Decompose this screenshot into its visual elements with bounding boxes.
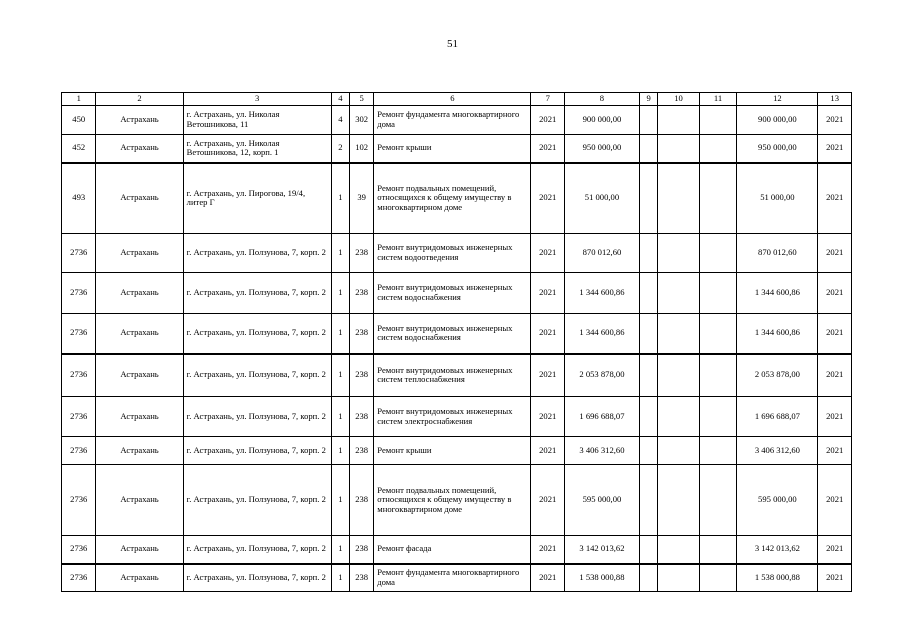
year-cell: 2021 <box>531 437 564 465</box>
settlement-cell: Астрахань <box>96 536 183 564</box>
col-10-cell <box>658 106 700 135</box>
row-number-cell: 452 <box>62 135 96 163</box>
table-row <box>62 564 852 592</box>
work-type-cell: Ремонт фасада <box>374 536 531 564</box>
total-cost-cell: 595 000,00 <box>564 465 639 536</box>
column-header: 13 <box>818 93 852 106</box>
floors-cell: 1 <box>331 234 349 273</box>
address-cell: г. Астрахань, ул. Ползунова, 7, корп. 2 <box>183 437 331 465</box>
apartment-count-cell: 238 <box>349 314 373 354</box>
work-type-cell: Ремонт фундамента многоквартирного дома <box>374 106 531 135</box>
settlement-cell: Астрахань <box>96 273 183 314</box>
col-11-cell <box>699 354 737 397</box>
fund-cost-cell: 1 696 688,07 <box>737 397 818 437</box>
col-10-cell <box>658 273 700 314</box>
apartment-count-cell: 238 <box>349 234 373 273</box>
total-cost-cell: 870 012,60 <box>564 234 639 273</box>
col-9-cell <box>639 354 657 397</box>
floors-cell: 1 <box>331 397 349 437</box>
col-10-cell <box>658 234 700 273</box>
total-cost-cell: 1 344 600,86 <box>564 314 639 354</box>
col-11-cell <box>699 397 737 437</box>
settlement-cell: Астрахань <box>96 234 183 273</box>
table-row <box>62 397 852 437</box>
work-type-cell: Ремонт подвальных помещений, относящихся к общему имуществу в многоквартирном доме <box>374 465 531 536</box>
floors-cell: 1 <box>331 465 349 536</box>
col-10-cell <box>658 135 700 163</box>
apartment-count-cell: 238 <box>349 437 373 465</box>
col-11-cell <box>699 564 737 592</box>
col-9-cell <box>639 135 657 163</box>
year-cell: 2021 <box>531 536 564 564</box>
floors-cell: 4 <box>331 106 349 135</box>
table-row <box>62 234 852 273</box>
row-number-cell: 2736 <box>62 536 96 564</box>
col-9-cell <box>639 106 657 135</box>
col-10-cell <box>658 163 700 234</box>
fund-cost-cell: 1 344 600,86 <box>737 314 818 354</box>
year-cell: 2021 <box>531 234 564 273</box>
year-cell: 2021 <box>531 564 564 592</box>
col-9-cell <box>639 273 657 314</box>
column-header: 10 <box>658 93 700 106</box>
floors-cell: 1 <box>331 536 349 564</box>
settlement-cell: Астрахань <box>96 106 183 135</box>
apartment-count-cell: 302 <box>349 106 373 135</box>
completion-year-cell: 2021 <box>818 314 852 354</box>
col-10-cell <box>658 465 700 536</box>
fund-cost-cell: 595 000,00 <box>737 465 818 536</box>
address-cell: г. Астрахань, ул. Ползунова, 7, корп. 2 <box>183 536 331 564</box>
address-cell: г. Астрахань, ул. Ползунова, 7, корп. 2 <box>183 234 331 273</box>
row-number-cell: 2736 <box>62 354 96 397</box>
col-9-cell <box>639 397 657 437</box>
work-type-cell: Ремонт крыши <box>374 437 531 465</box>
column-header: 4 <box>331 93 349 106</box>
table-row <box>62 106 852 135</box>
apartment-count-cell: 102 <box>349 135 373 163</box>
fund-cost-cell: 3 142 013,62 <box>737 536 818 564</box>
address-cell: г. Астрахань, ул. Николая Ветошникова, 12, корп. 1 <box>183 135 331 163</box>
column-header: 5 <box>349 93 373 106</box>
table-row <box>62 536 852 564</box>
settlement-cell: Астрахань <box>96 437 183 465</box>
year-cell: 2021 <box>531 106 564 135</box>
floors-cell: 1 <box>331 163 349 234</box>
total-cost-cell: 900 000,00 <box>564 106 639 135</box>
column-header: 11 <box>699 93 737 106</box>
fund-cost-cell: 51 000,00 <box>737 163 818 234</box>
col-9-cell <box>639 437 657 465</box>
col-11-cell <box>699 273 737 314</box>
total-cost-cell: 1 344 600,86 <box>564 273 639 314</box>
col-10-cell <box>658 397 700 437</box>
page-number: 51 <box>447 38 458 50</box>
col-11-cell <box>699 163 737 234</box>
row-number-cell: 493 <box>62 163 96 234</box>
column-number-row <box>62 93 852 106</box>
year-cell: 2021 <box>531 465 564 536</box>
completion-year-cell: 2021 <box>818 273 852 314</box>
col-10-cell <box>658 536 700 564</box>
col-10-cell <box>658 437 700 465</box>
apartment-count-cell: 238 <box>349 465 373 536</box>
floors-cell: 1 <box>331 437 349 465</box>
apartment-count-cell: 238 <box>349 536 373 564</box>
row-number-cell: 2736 <box>62 314 96 354</box>
settlement-cell: Астрахань <box>96 564 183 592</box>
table-row <box>62 135 852 163</box>
total-cost-cell: 51 000,00 <box>564 163 639 234</box>
total-cost-cell: 3 142 013,62 <box>564 536 639 564</box>
col-9-cell <box>639 536 657 564</box>
address-cell: г. Астрахань, ул. Ползунова, 7, корп. 2 <box>183 397 331 437</box>
fund-cost-cell: 870 012,60 <box>737 234 818 273</box>
col-11-cell <box>699 106 737 135</box>
settlement-cell: Астрахань <box>96 354 183 397</box>
settlement-cell: Астрахань <box>96 314 183 354</box>
year-cell: 2021 <box>531 354 564 397</box>
apartment-count-cell: 238 <box>349 397 373 437</box>
row-number-cell: 450 <box>62 106 96 135</box>
total-cost-cell: 3 406 312,60 <box>564 437 639 465</box>
completion-year-cell: 2021 <box>818 163 852 234</box>
table-row <box>62 354 852 397</box>
work-type-cell: Ремонт подвальных помещений, относящихся к общему имуществу в многоквартирном доме <box>374 163 531 234</box>
work-type-cell: Ремонт внутридомовых инженерных систем теплоснабжения <box>374 354 531 397</box>
col-9-cell <box>639 465 657 536</box>
address-cell: г. Астрахань, ул. Николая Ветошникова, 11 <box>183 106 331 135</box>
work-type-cell: Ремонт фундамента многоквартирного дома <box>374 564 531 592</box>
column-header: 6 <box>374 93 531 106</box>
completion-year-cell: 2021 <box>818 354 852 397</box>
work-type-cell: Ремонт внутридомовых инженерных систем водоснабжения <box>374 273 531 314</box>
fund-cost-cell: 3 406 312,60 <box>737 437 818 465</box>
settlement-cell: Астрахань <box>96 163 183 234</box>
table-row <box>62 163 852 234</box>
year-cell: 2021 <box>531 163 564 234</box>
row-number-cell: 2736 <box>62 397 96 437</box>
column-header: 12 <box>737 93 818 106</box>
column-header: 3 <box>183 93 331 106</box>
col-9-cell <box>639 314 657 354</box>
floors-cell: 1 <box>331 564 349 592</box>
table-row <box>62 437 852 465</box>
total-cost-cell: 950 000,00 <box>564 135 639 163</box>
fund-cost-cell: 900 000,00 <box>737 106 818 135</box>
table-row <box>62 314 852 354</box>
repair-registry-table <box>61 92 852 592</box>
settlement-cell: Астрахань <box>96 135 183 163</box>
column-header: 2 <box>96 93 183 106</box>
total-cost-cell: 1 538 000,88 <box>564 564 639 592</box>
table-row <box>62 465 852 536</box>
col-11-cell <box>699 465 737 536</box>
fund-cost-cell: 1 344 600,86 <box>737 273 818 314</box>
apartment-count-cell: 39 <box>349 163 373 234</box>
address-cell: г. Астрахань, ул. Ползунова, 7, корп. 2 <box>183 273 331 314</box>
floors-cell: 1 <box>331 354 349 397</box>
floors-cell: 1 <box>331 273 349 314</box>
row-number-cell: 2736 <box>62 564 96 592</box>
total-cost-cell: 2 053 878,00 <box>564 354 639 397</box>
col-9-cell <box>639 564 657 592</box>
col-11-cell <box>699 314 737 354</box>
work-type-cell: Ремонт внутридомовых инженерных систем водоотведения <box>374 234 531 273</box>
fund-cost-cell: 1 538 000,88 <box>737 564 818 592</box>
work-type-cell: Ремонт внутридомовых инженерных систем водоснабжения <box>374 314 531 354</box>
column-header: 9 <box>639 93 657 106</box>
address-cell: г. Астрахань, ул. Ползунова, 7, корп. 2 <box>183 354 331 397</box>
fund-cost-cell: 950 000,00 <box>737 135 818 163</box>
col-9-cell <box>639 234 657 273</box>
column-header: 7 <box>531 93 564 106</box>
completion-year-cell: 2021 <box>818 536 852 564</box>
year-cell: 2021 <box>531 397 564 437</box>
work-type-cell: Ремонт крыши <box>374 135 531 163</box>
row-number-cell: 2736 <box>62 234 96 273</box>
completion-year-cell: 2021 <box>818 234 852 273</box>
completion-year-cell: 2021 <box>818 135 852 163</box>
apartment-count-cell: 238 <box>349 354 373 397</box>
total-cost-cell: 1 696 688,07 <box>564 397 639 437</box>
col-9-cell <box>639 163 657 234</box>
apartment-count-cell: 238 <box>349 273 373 314</box>
floors-cell: 2 <box>331 135 349 163</box>
table-row <box>62 273 852 314</box>
address-cell: г. Астрахань, ул. Ползунова, 7, корп. 2 <box>183 465 331 536</box>
column-header: 1 <box>62 93 96 106</box>
floors-cell: 1 <box>331 314 349 354</box>
year-cell: 2021 <box>531 135 564 163</box>
completion-year-cell: 2021 <box>818 437 852 465</box>
col-10-cell <box>658 564 700 592</box>
row-number-cell: 2736 <box>62 437 96 465</box>
year-cell: 2021 <box>531 273 564 314</box>
settlement-cell: Астрахань <box>96 397 183 437</box>
completion-year-cell: 2021 <box>818 465 852 536</box>
col-11-cell <box>699 135 737 163</box>
column-header: 8 <box>564 93 639 106</box>
settlement-cell: Астрахань <box>96 465 183 536</box>
col-10-cell <box>658 354 700 397</box>
address-cell: г. Астрахань, ул. Ползунова, 7, корп. 2 <box>183 564 331 592</box>
row-number-cell: 2736 <box>62 273 96 314</box>
col-11-cell <box>699 234 737 273</box>
col-11-cell <box>699 536 737 564</box>
completion-year-cell: 2021 <box>818 106 852 135</box>
col-11-cell <box>699 437 737 465</box>
fund-cost-cell: 2 053 878,00 <box>737 354 818 397</box>
completion-year-cell: 2021 <box>818 564 852 592</box>
address-cell: г. Астрахань, ул. Пирогова, 19/4, литер Г <box>183 163 331 234</box>
col-10-cell <box>658 314 700 354</box>
address-cell: г. Астрахань, ул. Ползунова, 7, корп. 2 <box>183 314 331 354</box>
row-number-cell: 2736 <box>62 465 96 536</box>
completion-year-cell: 2021 <box>818 397 852 437</box>
year-cell: 2021 <box>531 314 564 354</box>
work-type-cell: Ремонт внутридомовых инженерных систем электроснабжения <box>374 397 531 437</box>
apartment-count-cell: 238 <box>349 564 373 592</box>
